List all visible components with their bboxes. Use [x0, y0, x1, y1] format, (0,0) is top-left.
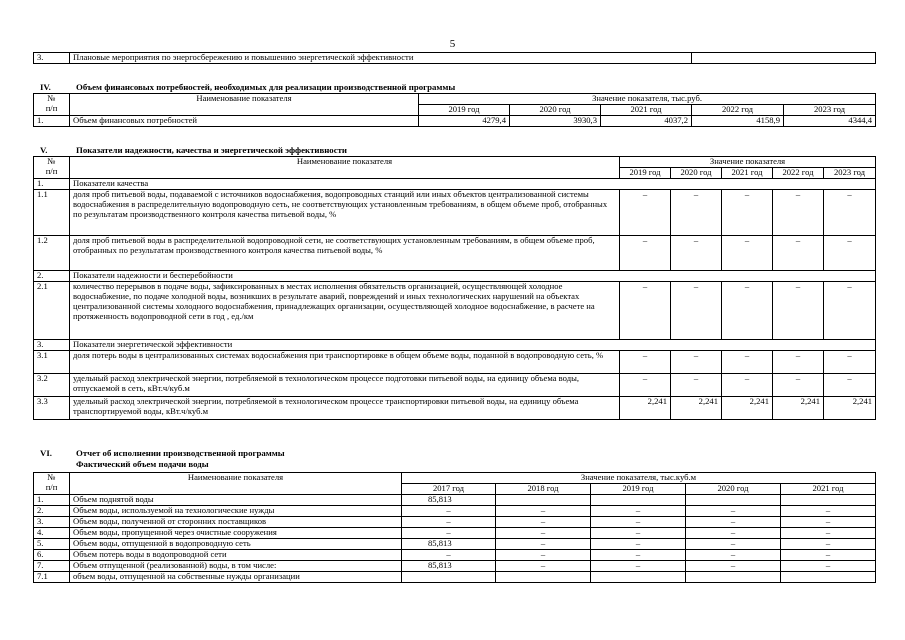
row-value — [692, 53, 876, 64]
row-number: 1. — [34, 495, 70, 506]
row-value: – — [781, 506, 876, 517]
row-number: 1. — [34, 116, 70, 127]
row-value: – — [671, 282, 722, 340]
row-value: – — [722, 351, 773, 374]
row-value: – — [496, 561, 591, 572]
row-number: 3.1 — [34, 351, 70, 374]
section-vi-heading — [40, 448, 285, 458]
table-row — [34, 572, 876, 583]
row-value: – — [671, 374, 722, 397]
table-row — [34, 271, 876, 282]
row-value — [781, 495, 876, 506]
row-value: – — [620, 374, 671, 397]
year-header: 2020 год — [671, 168, 722, 179]
row-value: – — [824, 374, 876, 397]
row-value: – — [686, 550, 781, 561]
row-value — [591, 495, 686, 506]
row-name: Объем воды, полученной от сторонних поставщиков — [70, 517, 402, 528]
row-name: Объем отпущенной (реализованной) воды, в том числе: — [70, 561, 402, 572]
row-value: – — [773, 282, 824, 340]
row-value: – — [591, 550, 686, 561]
row-value: 2,241 — [722, 397, 773, 420]
row-value — [686, 572, 781, 583]
row-value: – — [781, 561, 876, 572]
row-name: Показатели качества — [70, 179, 876, 190]
table-row — [34, 179, 876, 190]
col-header-number: № п/п — [34, 473, 70, 495]
row-name: Показатели надежности и бесперебойности — [70, 271, 876, 282]
section-number: V. — [40, 145, 48, 155]
row-name: доля проб питьевой воды в распределительной водопроводной сети, не соответствующих установленным требованиям, в общем объеме проб, отобранных по результатам производственного контроля качества питьевой воды, % — [70, 236, 620, 271]
table-row — [34, 550, 876, 561]
row-value: – — [591, 517, 686, 528]
section-number: VI. — [40, 448, 52, 458]
table-row — [34, 116, 876, 127]
row-number: 6. — [34, 550, 70, 561]
row-number: 3. — [34, 517, 70, 528]
year-header: 2021 год — [601, 105, 692, 116]
row-value — [781, 572, 876, 583]
row-value: – — [781, 517, 876, 528]
row-value: – — [402, 517, 496, 528]
row-value — [496, 572, 591, 583]
row-value: – — [402, 528, 496, 539]
row-value: 4279,4 — [419, 116, 510, 127]
table-row — [34, 190, 876, 236]
table-reliability-indicators — [33, 156, 876, 420]
table-row — [34, 340, 876, 351]
year-header: 2020 год — [510, 105, 601, 116]
row-number: 3. — [34, 53, 70, 64]
row-value: 85,813 — [402, 495, 496, 506]
row-name: доля проб питьевой воды, подаваемой с источников водоснабжения, водопроводных станций или иных объектов централизованной системы водоснабжения в распределительную водопроводную сеть, не соответствующих установленным требованиям, в общем объеме проб, отобранных по результатам производственного контроля качества питьевой воды, % — [70, 190, 620, 236]
year-header: 2019 год — [591, 484, 686, 495]
row-value: 4037,2 — [601, 116, 692, 127]
row-value: – — [686, 517, 781, 528]
row-number: 1.2 — [34, 236, 70, 271]
year-header: 2023 год — [784, 105, 876, 116]
row-value: 3930,3 — [510, 116, 601, 127]
row-value: – — [824, 282, 876, 340]
row-value: – — [496, 550, 591, 561]
year-header: 2023 год — [824, 168, 876, 179]
table-row — [34, 517, 876, 528]
table-row — [34, 351, 876, 374]
row-value: – — [722, 282, 773, 340]
row-value: – — [620, 351, 671, 374]
row-value: 4158,9 — [692, 116, 784, 127]
row-number: 5. — [34, 539, 70, 550]
row-value: – — [671, 190, 722, 236]
row-value: – — [824, 190, 876, 236]
row-number: 7. — [34, 561, 70, 572]
row-value: 2,241 — [824, 397, 876, 420]
section-iv-heading — [40, 82, 455, 92]
section-number: IV. — [40, 82, 51, 92]
row-number: 7.1 — [34, 572, 70, 583]
row-value: 2,241 — [773, 397, 824, 420]
table-row — [34, 282, 876, 340]
row-name: Объем воды, используемой на технологические нужды — [70, 506, 402, 517]
table-row — [34, 561, 876, 572]
row-value: – — [496, 506, 591, 517]
row-name: Объем финансовых потребностей — [70, 116, 419, 127]
row-value: – — [773, 374, 824, 397]
row-number: 1.1 — [34, 190, 70, 236]
row-name: Объем воды, отпущенной в водопроводную сеть — [70, 539, 402, 550]
col-header-name: Наименование показателя — [70, 473, 402, 495]
row-name: Плановые мероприятия по энергосбережению и повышению энергетической эффективности — [70, 53, 692, 64]
row-number: 1. — [34, 179, 70, 190]
row-value: – — [722, 374, 773, 397]
col-header-number: № п/п — [34, 157, 70, 179]
col-header-value: Значение показателя — [620, 157, 876, 168]
row-number: 3.3 — [34, 397, 70, 420]
row-value: – — [773, 236, 824, 271]
row-value: – — [686, 506, 781, 517]
row-value: – — [722, 190, 773, 236]
row-value — [686, 495, 781, 506]
row-name: Объем потерь воды в водопроводной сети — [70, 550, 402, 561]
row-value: – — [620, 282, 671, 340]
row-value: – — [773, 351, 824, 374]
year-header: 2022 год — [773, 168, 824, 179]
table-row — [34, 528, 876, 539]
row-value — [496, 495, 591, 506]
row-name: количество перерывов в подаче воды, зафиксированных в местах исполнения обязательств организацией, осуществляющей холодное водоснабжение, по подаче холодной воды, возникших в результате аварий, повреждений и иных технологических нарушений на объектах централизованной системы холодного водоснабжения, принадлежащих организации, осуществляющей холодное водоснабжение, в расчете на протяженность водопроводной сети в год , ед./км — [70, 282, 620, 340]
row-value: – — [781, 550, 876, 561]
row-value: – — [402, 550, 496, 561]
year-header: 2021 год — [722, 168, 773, 179]
row-value: 2,241 — [671, 397, 722, 420]
row-value: – — [686, 539, 781, 550]
row-name: Объем воды, пропущенной через очистные сооружения — [70, 528, 402, 539]
row-value: – — [671, 236, 722, 271]
row-value: – — [781, 539, 876, 550]
year-header: 2019 год — [620, 168, 671, 179]
row-value: 4344,4 — [784, 116, 876, 127]
section-vi-subtitle — [76, 459, 209, 469]
col-header-name: Наименование показателя — [70, 157, 620, 179]
table-row — [34, 506, 876, 517]
row-name: объем воды, отпущенной на собственные нужды организации — [70, 572, 402, 583]
section-v-heading — [40, 145, 347, 155]
row-value — [591, 572, 686, 583]
row-value: – — [773, 190, 824, 236]
col-header-value: Значение показателя, тыс.куб.м — [402, 473, 876, 484]
table-water-supply-report — [33, 472, 876, 583]
row-value: – — [686, 528, 781, 539]
row-value: – — [591, 561, 686, 572]
col-header-number: № п/п — [34, 94, 70, 116]
row-value: – — [722, 236, 773, 271]
table-row — [34, 495, 876, 506]
col-header-name: Наименование показателя — [70, 94, 419, 116]
table-row — [34, 539, 876, 550]
year-header: 2022 год — [692, 105, 784, 116]
row-value: – — [496, 517, 591, 528]
page-number: 5 — [449, 38, 456, 50]
section-title: Отчет об исполнении производственной программы — [76, 448, 285, 458]
row-number: 4. — [34, 528, 70, 539]
row-number: 2.1 — [34, 282, 70, 340]
row-name: удельный расход электрической энергии, потребляемой в технологическом процессе транспортировки питьевой воды, на единицу объема транспортируемой воды, кВт.ч/куб.м — [70, 397, 620, 420]
row-value: – — [620, 190, 671, 236]
row-value: 85,813 — [402, 539, 496, 550]
year-header: 2020 год — [686, 484, 781, 495]
row-value: – — [781, 528, 876, 539]
col-header-value: Значение показателя, тыс.руб. — [419, 94, 876, 105]
section-subtitle: Фактический объем подачи воды — [76, 459, 209, 469]
row-value: – — [671, 351, 722, 374]
table-financial-needs — [33, 93, 876, 127]
row-value: – — [496, 539, 591, 550]
row-name: доля потерь воды в централизованных системах водоснабжения при транспортировке в общем объеме воды, поданной в водопроводную сеть, % — [70, 351, 620, 374]
row-value: – — [824, 351, 876, 374]
table-row — [34, 53, 876, 64]
row-value: – — [591, 506, 686, 517]
year-header: 2017 год — [402, 484, 496, 495]
row-value: – — [496, 528, 591, 539]
table-row — [34, 236, 876, 271]
row-value — [402, 572, 496, 583]
row-number: 2. — [34, 506, 70, 517]
row-number: 2. — [34, 271, 70, 282]
section-title: Объем финансовых потребностей, необходимых для реализации производственной программы — [76, 82, 456, 92]
year-header: 2019 год — [419, 105, 510, 116]
row-name: удельный расход электрической энергии, потребляемой в технологическом процессе подготовки питьевой воды, на единицу объема воды, отпускаемой в сеть, кВт.ч/куб.м — [70, 374, 620, 397]
row-value: – — [591, 539, 686, 550]
section-title: Показатели надежности, качества и энергетической эффективности — [76, 145, 347, 155]
row-value: 85,813 — [402, 561, 496, 572]
year-header: 2018 год — [496, 484, 591, 495]
row-value: – — [591, 528, 686, 539]
row-number: 3.2 — [34, 374, 70, 397]
row-value: – — [686, 561, 781, 572]
row-name: Показатели энергетической эффективности — [70, 340, 876, 351]
row-value: 2,241 — [620, 397, 671, 420]
row-value: – — [824, 236, 876, 271]
table-row — [34, 374, 876, 397]
row-number: 3. — [34, 340, 70, 351]
row-name: Объем поднятой воды — [70, 495, 402, 506]
row-value: – — [402, 506, 496, 517]
table-continuation — [33, 52, 876, 64]
year-header: 2021 год — [781, 484, 876, 495]
row-value: – — [620, 236, 671, 271]
table-row — [34, 397, 876, 420]
